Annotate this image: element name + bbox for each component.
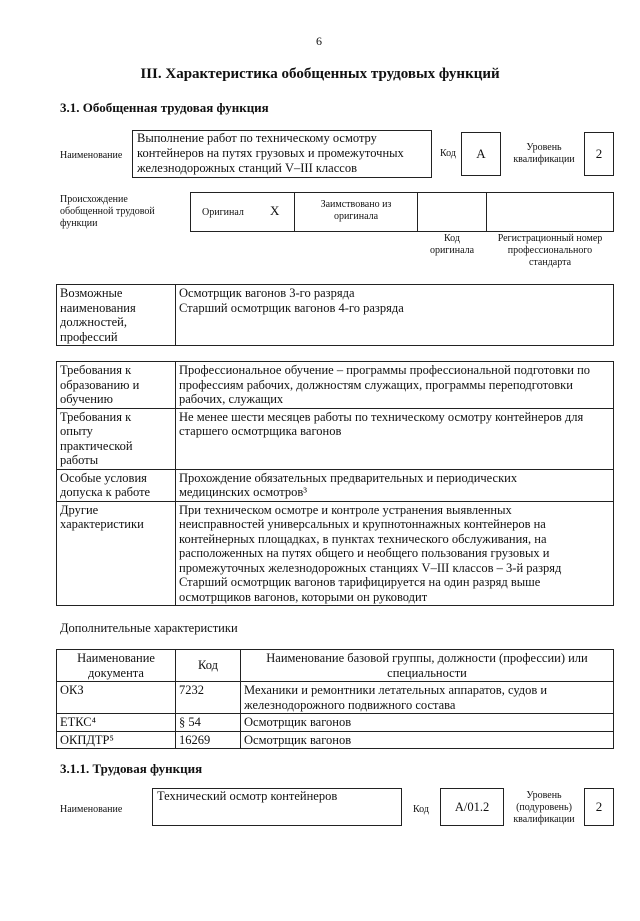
extra-title: Дополнительные характеристики	[60, 621, 238, 635]
tf-code-label: Код	[413, 804, 429, 815]
table-row	[57, 731, 614, 749]
table-row	[57, 408, 614, 469]
extra-name-line: Механики и ремонтники летательных аппаратов, судов и	[244, 683, 548, 697]
origin-borrowed-line: Заимствовано из	[320, 199, 392, 210]
origin-borrowed-box	[294, 192, 418, 232]
extra-name-line: Осмотрщик вагонов	[244, 732, 352, 747]
req-text-cell	[176, 362, 614, 409]
req-text-line: Профессиональное обучение – программы профессиональной подготовки по	[179, 363, 591, 377]
extra-code-cell: § 54	[176, 714, 241, 732]
gtf-level-value: 2	[595, 146, 603, 161]
gtf-code-box	[461, 132, 501, 176]
extra-doc-cell: ЕТКС⁴	[57, 714, 176, 732]
job-titles-label-line: Возможные	[60, 286, 123, 300]
req-label-line: практической	[60, 438, 133, 453]
req-text-line: Прохождение обязательных предварительных и периодических	[179, 470, 518, 485]
page-number: 6	[316, 34, 322, 48]
job-titles-value-cell	[176, 285, 614, 346]
origin-borrowed-line: оригинала	[333, 211, 379, 222]
origin-reg-caption-line: стандарта	[528, 257, 572, 268]
tf-level-line: (подуровень)	[516, 802, 572, 813]
extra-name-cell	[241, 714, 614, 732]
tf-name-box	[152, 788, 402, 826]
gtf-code-label: Код	[440, 148, 456, 159]
extra-doc-cell: ОКПДТР⁵	[57, 731, 176, 749]
extra-header-doc	[57, 650, 176, 682]
origin-label-line: Происхождение	[60, 194, 128, 205]
req-text-line: профессиям рабочих, должностям служащих, программы переподготовки	[179, 377, 573, 392]
gtf-code-value: А	[476, 146, 486, 161]
req-label-cell	[57, 469, 176, 501]
req-text-line: контейнерных площадках, в пунктах технического обслуживания, на	[179, 531, 547, 546]
req-text-line: промежуточных железнодорожных станциях V–III классов – 3-й разряд	[179, 560, 562, 575]
job-title: Старший осмотрщик вагонов 4-го разряда	[179, 300, 404, 315]
req-text-cell	[176, 408, 614, 469]
req-label-line: характеристики	[60, 517, 144, 531]
req-text-line: неисправностей универсальных и крупнотоннажных контейнеров на	[179, 517, 546, 531]
tf-code-box	[440, 788, 504, 826]
extra-code-cell: 16269	[176, 731, 241, 749]
tf-level-label	[507, 790, 581, 826]
req-text-line: осмотрщиков вагонов, которыми он руководит	[179, 589, 428, 604]
extra-table	[56, 649, 614, 749]
req-label-line: образованию и	[60, 377, 140, 392]
req-label-line: обучению	[60, 392, 113, 406]
job-titles-table	[56, 284, 614, 346]
extra-header-doc-line: документа	[88, 665, 144, 680]
req-text-line: При техническом осмотре и контроле устранения выявленных	[179, 502, 512, 517]
gtf-name-box	[132, 130, 432, 178]
table-row	[57, 285, 614, 346]
job-titles-label-line: наименования	[60, 300, 136, 315]
subsection-title-2: 3.1.1. Трудовая функция	[60, 761, 203, 776]
req-text-cell	[176, 469, 614, 501]
req-text-line: старшего осмотрщика вагонов	[179, 424, 342, 438]
extra-name-line: Осмотрщик вагонов	[244, 715, 352, 729]
section-title: III. Характеристика обобщенных трудовых функций	[140, 66, 500, 82]
job-title: Осмотрщик вагонов 3-го разряда	[179, 286, 355, 300]
tf-level-line: квалификации	[513, 814, 575, 825]
gtf-name-line: железнодорожных станций V–III классов	[137, 161, 357, 175]
extra-header-name-line: Наименование базовой группы, должности (профессии) или	[266, 651, 588, 665]
tf-level-box	[584, 788, 614, 826]
req-label-line: Особые условия	[60, 470, 147, 485]
req-label-line: Требования к	[60, 363, 132, 377]
tf-level-value: 2	[595, 799, 603, 814]
req-text-line: Старший осмотрщик вагонов тарифицируется на один разряд выше	[179, 575, 541, 589]
req-label-cell	[57, 501, 176, 606]
origin-code-caption-line: Код	[444, 233, 460, 244]
table-row	[57, 650, 614, 682]
subsection-title: 3.1. Обобщенная трудовая функция	[60, 100, 269, 115]
origin-reg-caption	[486, 233, 614, 269]
job-titles-label-line: профессий	[60, 329, 118, 344]
origin-label	[60, 194, 155, 230]
tf-name-value: Технический осмотр контейнеров	[157, 789, 338, 803]
gtf-name-line: контейнеров на путях грузовых и промежуточных	[137, 146, 404, 160]
table-row	[57, 469, 614, 501]
extra-name-cell	[241, 731, 614, 749]
req-text-line: медицинских осмотров³	[179, 485, 307, 499]
gtf-name-line: Выполнение работ по техническому осмотру	[137, 131, 377, 145]
extra-doc-cell: ОКЗ	[57, 682, 176, 714]
table-row	[57, 362, 614, 409]
req-label-line: Другие	[60, 502, 99, 517]
extra-header-doc-line: Наименование	[77, 651, 155, 665]
extra-header-code-text: Код	[198, 658, 218, 673]
req-text-line: расположенных на путях общего и необщего пользования грузовых и	[179, 546, 550, 560]
origin-code-caption	[417, 233, 487, 257]
req-label-line: допуска к работе	[60, 485, 151, 499]
job-titles-label-line: должностей,	[60, 315, 127, 329]
table-row	[57, 682, 614, 714]
table-row	[57, 714, 614, 732]
requirements-table	[56, 361, 614, 606]
req-label-line: опыту	[60, 424, 93, 438]
table-row	[57, 501, 614, 606]
origin-reg-box	[486, 192, 614, 232]
gtf-level-label-line: Уровень	[526, 142, 562, 153]
origin-reg-caption-line: профессионального	[507, 245, 593, 256]
origin-label-line: обобщенной трудовой	[60, 206, 155, 217]
origin-code-caption-line: оригинала	[429, 245, 475, 256]
extra-header-name	[241, 650, 614, 682]
tf-code-value: А/01.2	[454, 799, 490, 814]
extra-header-code	[176, 650, 241, 682]
gtf-level-label	[505, 142, 583, 166]
extra-name-line: железнодорожного подвижного состава	[244, 697, 456, 712]
req-text-line: рабочих, служащих	[179, 392, 284, 406]
req-label-cell	[57, 408, 176, 469]
job-titles-label-cell	[57, 285, 176, 346]
extra-header-name-line: специальности	[387, 665, 467, 680]
origin-reg-caption-line: Регистрационный номер	[497, 233, 603, 244]
req-label-line: работы	[60, 453, 99, 467]
tf-name-label: Наименование	[60, 804, 123, 815]
extra-name-cell	[241, 682, 614, 714]
origin-original-mark: X	[270, 203, 280, 218]
origin-label-line: функции	[60, 218, 98, 229]
gtf-level-box	[584, 132, 614, 176]
req-text-line: Не менее шести месяцев работы по техническому осмотру контейнеров для	[179, 409, 584, 424]
req-label-line: Требования к	[60, 409, 132, 424]
gtf-level-label-line: квалификации	[513, 154, 575, 165]
origin-code-box	[417, 192, 487, 232]
origin-original-label: Оригинал	[202, 207, 244, 218]
req-text-cell	[176, 501, 614, 606]
req-label-cell	[57, 362, 176, 409]
gtf-name-label: Наименование	[60, 150, 123, 161]
extra-code-cell: 7232	[176, 682, 241, 714]
tf-level-line: Уровень	[526, 790, 562, 801]
